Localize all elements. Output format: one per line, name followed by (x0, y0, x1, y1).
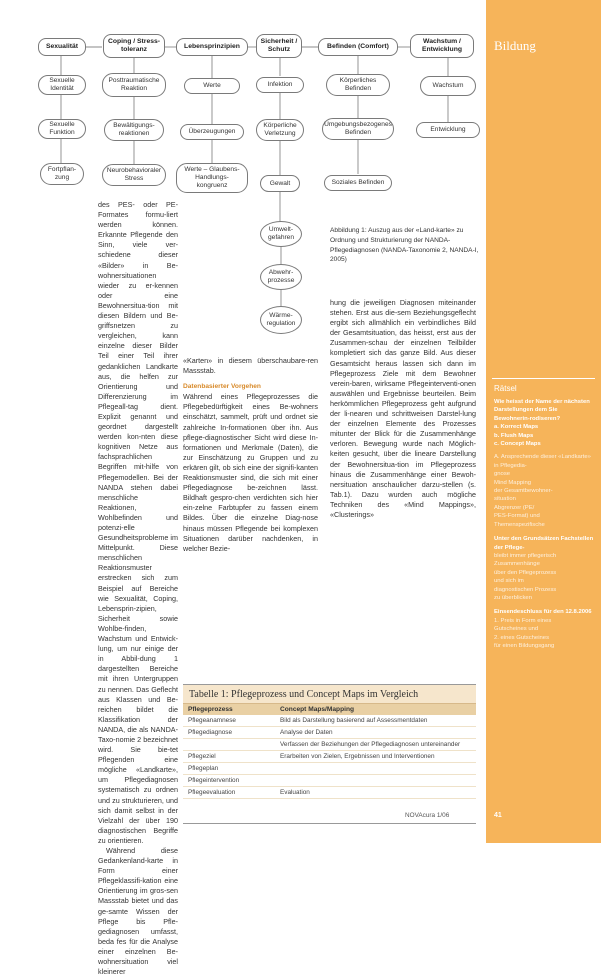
table-cell (183, 739, 275, 750)
column-1-paragraph: des PES- oder PE-Formates formu-liert werden können. Erkannte Pflegende den Sinn, viele ver-schiedene dieser «Bilder» in Be-wohnersituationen wieder zu er-kennen oder eine Bewohnersitua-tion mit diesen Bildern und Be-griffsnetzen zu vergleichen, kann einzelne dieser Bilder Teil einer Teil ihrer gedanklichen Landkarte aus, die helfen zur Orientierung und Differenzierung im Pflegeall-tag dient. Explizit genannt und geordnet dargestellt werden kon-nten diese kognitiven Netze aus fachsprachlichen Begriffen mit-hilfe von Pflegemodellen. Bei der NANDA stehen dabei menschliche Reaktionen, Wohlbefinden und potenzi-elle Gesundheitsprobleme im Mittelpunkt. Diese menschlichen Reaktionsmuster erstrecken sich zum Beispiel auf Bereiche wie Sexualität, Coping, Lebensprin-zipien, Sicherheit sowie Wohlbe-finden, Wachstum und Entwick-lung, um nur einige der in Abbil-dung 1 dargestellten Bereiche mit ihren Untergruppen zu nennen. Das Geflecht aus Klassen und Be-reichen bildet die Klassifikation der NANDA, die als NANDA-Taxo-nomie 2 bezeichnet wird. Sie bie-tet Pflegenden eine mögliche «Landkarte», um Pflegediagnosen systematisch zu ordnen und zu strukturieren, und sich damit selbst in der Vielzahl der über 190 diagnostischen Begriffe zu orientieren. (98, 200, 178, 845)
table-cell: Verfassen der Beziehungen der Pflegediagnosen untereinander (280, 741, 461, 748)
comparison-table (183, 684, 476, 824)
quiz-content (494, 398, 594, 650)
map-node-umweltgefahren: Umwelt-gefahren (260, 221, 302, 247)
table-cell: Pflegeziel (188, 753, 216, 760)
map-node-sexuelle-funktion: Sexuelle Funktion (38, 119, 86, 139)
table-header-concept-maps: Concept Maps/Mapping (280, 706, 354, 713)
footer-issue: NOVAcura 1/06 (405, 812, 450, 819)
table-row (183, 763, 476, 775)
sidebar (486, 0, 601, 843)
map-node-werte: Werte (184, 78, 240, 94)
quiz-text: A. Ansprechende dieser «Landkarte» in Pflegedia- (494, 454, 591, 469)
map-node-werte-glaubens-kongruenz: Werte – Glaubens-Handlungs-kongruenz (176, 163, 248, 193)
table-row (183, 715, 476, 727)
table-row (183, 727, 476, 739)
column-3-paragraph: hung die jeweiligen Diagnosen miteinander stehen. Erst aus die-sem Beziehungsgeflecht ergibt sich allmählich ein verbindliches Bild der Gesamtsituation, das heisst, erst aus der Zusammen-schau der einzelnen Teilbilder kompletiert sich das ganze Bild. Aus dieser Gesamtsicht heraus lassen sich dann im Pflegeprozess Ziele mit dem Bewohner verein-baren, wirksame Pflegeinterventi-onen auswählen und Ergebnisse beurteilen. Beim herkömmlichen Pflegeprozess geht aufgrund der li-nearen und schrittweisen Darstel-lung der einzelnen Elemente des Prozesses mitunter der Blick für die Zusammenhänge verloren. Bewegung wurde nach Möglich-keiten gesucht, über die lineare Darstellung der Bewohnersitua-tion im Pflegeprozess hinaus die Zusammenhänge einer Bewoh-nersituation anschaulicher darzu-stellen (s. Tab.1). Dazu wurden auch mögliche Techniken des «Mind Mappings», «Clusterings» (330, 298, 476, 519)
column-2-subheading: Datenbasierter Vorgehen (183, 383, 261, 391)
map-node-koerperliches-befinden: Körperliches Befinden (326, 74, 390, 96)
quiz-text: der Gesamtbewohner- (494, 488, 553, 495)
quiz-text: Gutscheines und (494, 626, 539, 633)
table-cell (275, 775, 476, 786)
quiz-text: 2. eines Gutscheines (494, 634, 550, 641)
table-cell: Bild als Darstellung basierend auf Assessmentdaten (280, 717, 428, 724)
map-head-lebensprinzipien: Lebensprinzipien (176, 38, 248, 56)
quiz-text: Mind Mapping (494, 479, 532, 486)
map-head-coping: Coping / Stress-toleranz (103, 34, 165, 58)
column-1-paragraph-2: Während diese Gedankenland-karte in Form einer Pflegeklassifi-kation eine Orientierung im gros-sen Massstab bietet und das ge-samte Wissen der Pflege bis Pfle-gediagnosen umfasst, beda fes für die Analyse einer einzelnen Be-wohnersituation viel kleinerer (98, 846, 178, 977)
map-node-bewaeltigungsreaktionen: Bewältigungs-reaktionen (104, 119, 164, 141)
table-cell: Pflegeevaluation (188, 789, 236, 796)
map-head-sicherheit: Sicherheit / Schutz (256, 34, 302, 58)
quiz-title: Rätsel (494, 384, 517, 393)
map-node-infektion: Infektion (256, 77, 304, 93)
table-row (183, 739, 476, 751)
text-column-3 (330, 298, 476, 676)
quiz-answer: b. Flush Maps (494, 432, 534, 439)
column-2-intro: «Karten» in diesem überschaubare-ren Massstab. (183, 356, 318, 376)
quiz-question: Wie heisst der Name der nächsten Darstellungen dem Sie Bewohnerin-rodiseren? (494, 399, 590, 422)
table-cell: Analyse der Daten (280, 729, 333, 736)
quiz-text: situation (494, 496, 516, 503)
quiz-answer: a. Korrect Maps (494, 424, 539, 431)
map-head-sexualitaet: Sexualität (38, 38, 86, 56)
map-head-befinden: Befinden (Comfort) (318, 38, 398, 56)
table-row (183, 787, 476, 799)
quiz-question: Unter den Grundsätzen Fachstellen der Pflege- (494, 536, 594, 551)
table-cell: Pflegediagnose (188, 729, 233, 736)
section-title: Bildung (494, 38, 536, 53)
quiz-text: zu überblicken (494, 594, 532, 601)
table-cell: Pflegeintervention (188, 777, 240, 784)
quiz-text: diagnostischen Prozess (494, 586, 557, 593)
text-column-2 (183, 356, 318, 676)
table-cell: Pflegeanamnese (188, 717, 236, 724)
table-row (183, 751, 476, 763)
map-node-abwehrprozesse: Abwehr-prozesse (260, 264, 302, 290)
table-row (183, 775, 476, 787)
map-node-wachstum: Wachstum (420, 76, 476, 96)
table-cell: Erarbeiten von Zielen, Ergebnissen und Interventionen (280, 753, 435, 760)
map-node-ueberzeugungen: Überzeugungen (180, 124, 244, 140)
map-node-neurobehavioraler-stress: Neurobehavioraler Stress (102, 164, 166, 186)
table-cell (275, 763, 476, 774)
quiz-text: Themenspezifische (494, 521, 545, 528)
table-title: Tabelle 1: Pflegeprozess und Concept Maps im Vergleich (183, 685, 476, 704)
map-node-posttraumatische-reaktion: Posttraumatische Reaktion (102, 73, 166, 97)
table-header-pflegeprozess: Pflegeprozess (188, 706, 233, 713)
quiz-text: und sich im (494, 578, 524, 585)
map-node-koerperliche-verletzung: Körperliche Verletzung (256, 119, 304, 141)
quiz-text: für einen Bildungsgang (494, 642, 555, 649)
column-2-paragraph: Während eines Pflegeprozesses die Pflegebedürftigkeit eines Be-wohners einschätzt, sammelt, prüft und ordnet sie zahlreiche In-formationen über ihn. Aus pflege-diagnostischer Sicht wird diese In-formationen und Merkmale (Daten), die zur Einschätzung zu Gruppen und zu erkären gilt, ob sich eine der signifi-kanten Reaktionsmuster sind, die sich mit einer Pflegediagnose be-zeichnen lässt. Bildhaft gespro-chen verdichten sich hier ein-zelne Farbtupfer zu fassen einem Bildes. Über die einzelne Diag-nose hinaus müssen Pflegende bei komplexen Situationen darüber nachdenken, in welcher Bezie- (183, 392, 318, 553)
map-node-entwicklung: Entwicklung (416, 122, 480, 138)
page-number: 41 (494, 812, 502, 819)
map-node-soziales-befinden: Soziales Befinden (324, 175, 392, 191)
text-column-1 (98, 200, 178, 977)
quiz-text: PES-Format) und (494, 513, 540, 520)
map-node-waermeregulation: Wärme-regulation (260, 306, 302, 334)
quiz-text: über den Pflegeprozess (494, 569, 557, 576)
map-node-sexuelle-identitaet: Sexuelle Identität (38, 75, 86, 95)
quiz-text: gnose (494, 471, 511, 478)
map-head-wachstum: Wachstum / Entwicklung (410, 34, 474, 58)
table-header-row (183, 704, 476, 715)
quiz-text: Zusammenhänge (494, 561, 540, 568)
map-node-fortpflanzung: Fortpflan-zung (40, 163, 84, 185)
table-cell: Evaluation (280, 789, 310, 796)
quiz-deadline: Einsendeschluss für den 12.8.2006 (494, 609, 592, 616)
quiz-answer: c. Concept Maps (494, 441, 541, 448)
quiz-text: bleibt immer pflegerisch (494, 552, 557, 559)
figure-caption: Abbildung 1: Auszug aus der «Land-karte» zu Ordnung und Strukturierung der NANDA-Pflegediagnosen (NANDA-Taxonomie 2, NANDA-I, 2005) (330, 227, 479, 264)
map-node-gewalt: Gewalt (260, 175, 300, 192)
map-node-umgebungsbezogenes-befinden: Umgebungsbezogenes Befinden (322, 118, 394, 140)
quiz-text: 1. Preis in Form eines (494, 617, 552, 624)
sidebar-divider (492, 378, 595, 379)
quiz-text: Abgrenzer (PE/ (494, 504, 535, 511)
table-cell: Pflegeplan (188, 765, 219, 772)
